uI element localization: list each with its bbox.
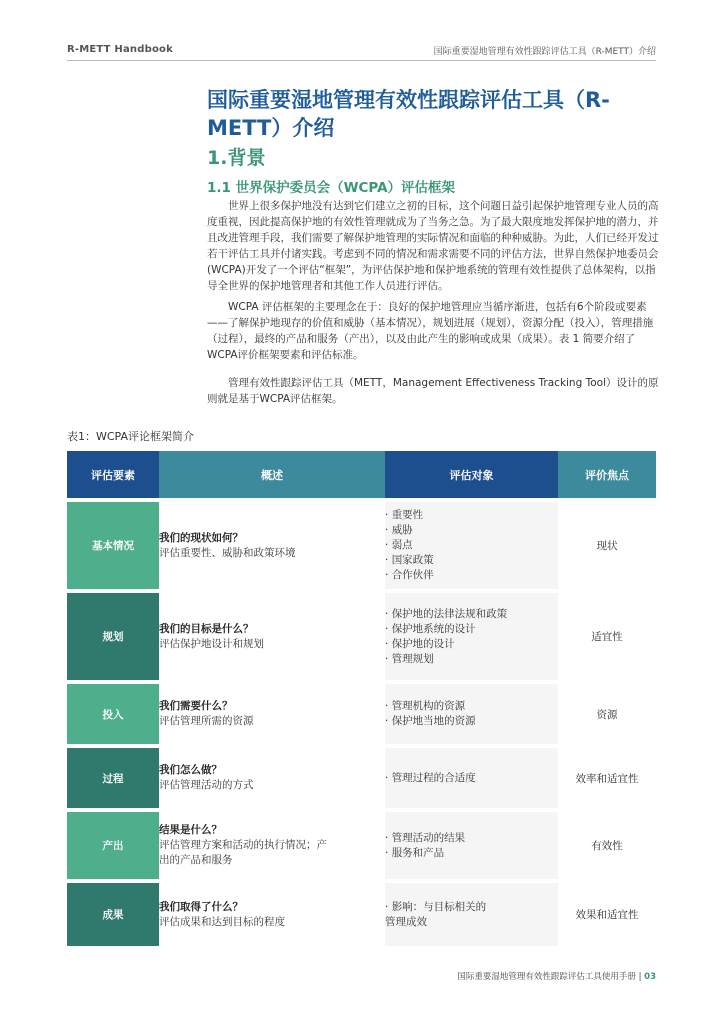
target-item: · 管理活动的结果: [385, 831, 466, 844]
header-overview: 概述: [159, 451, 385, 498]
targets-cell: [385, 684, 558, 744]
page-footer: [457, 970, 656, 982]
focus-cell: 资源: [558, 684, 656, 744]
targets-cell: [385, 593, 558, 680]
overview-cell: [159, 593, 385, 680]
overview-cell: [159, 883, 385, 946]
target-item: · 弱点: [385, 539, 413, 551]
header-element: 评估要素: [67, 451, 159, 498]
target-item: · 威胁: [385, 524, 413, 536]
section-heading: 1.背景: [207, 147, 266, 169]
table-row: [67, 883, 656, 946]
focus-cell: 效果和适宜性: [558, 883, 656, 946]
target-item: · 影响：与目标相关的管理成效: [385, 900, 487, 928]
guiding-question: 我们怎么做？: [159, 764, 222, 776]
target-item: · 合作伙伴: [385, 569, 434, 581]
target-item: · 国家政策: [385, 554, 434, 566]
paragraph-3: 管理有效性跟踪评估工具（METT，Management Effectiveness Tracking Tool）设计的原则就是基于WCPA评估框架。: [207, 377, 659, 405]
focus-cell: 现状: [558, 502, 656, 589]
overview-detail: 评估管理活动的方式: [159, 779, 254, 791]
table-row: [67, 748, 656, 808]
header-focus: 评价焦点: [558, 451, 656, 498]
target-item: · 保护地的法律法规和政策: [385, 607, 508, 620]
table-row: [67, 502, 656, 589]
target-item: · 保护地系统的设计: [385, 622, 476, 635]
overview-detail: 评估管理所需的资源: [159, 715, 254, 727]
overview-detail: 评估成果和达到目标的程度: [159, 915, 285, 928]
guiding-question: 结果是什么？: [159, 824, 222, 836]
guiding-question: 我们取得了什么？: [159, 900, 243, 913]
header-targets: 评估对象: [385, 451, 558, 498]
running-header-title: 国际重要湿地管理有效性跟踪评估工具（R-METT）介绍: [433, 47, 656, 57]
handbook-label: R-METT Handbook: [67, 44, 173, 55]
table-body: [67, 502, 656, 946]
element-cell: 基本情况: [67, 502, 159, 589]
wcpa-framework-table: [67, 447, 656, 950]
element-cell: 规划: [67, 593, 159, 680]
table-row: [67, 593, 656, 680]
targets-cell: [385, 812, 558, 879]
target-item: · 管理过程的合适度: [385, 771, 476, 784]
table-row: [67, 812, 656, 879]
paragraph-2: WCPA 评估框架的主要理念在于：良好的保护地管理应当循序渐进，包括有6个阶段或要素——了解保护地现存的价值和威胁（基本情况），规划进展（规划），资源分配（投入），管理措施（过程），最终的产品和服务（产出），以及由此产生的影响或成果（成果）。表 1 简要介绍了WCPA评价框架要素和评估标准。: [207, 301, 654, 361]
header-divider: [67, 60, 656, 61]
guiding-question: 我们需要什么？: [159, 700, 233, 712]
subsection-heading: 1.1 世界保护委员会（WCPA）评估框架: [207, 180, 456, 196]
paragraph-1: 世界上很多保护地没有达到它们建立之初的目标，这个问题日益引起保护地管理专业人员的高度重视，因此提高保护地的有效性管理就成为了当务之急。为了最大限度地发挥保护地的潜力，并且改进管理手段，我们需要了解保护地管理的实际情况和面临的种种威胁。为此，人们已经开发过若干评估工具并付诸实践。考虑到不同的情况和需求需要不同的评估方法，世界自然保护地委员会(WCPA)开发了一个评估“框架”，为评估保护地和保护地系统的管理有效性提供了总体架构，以指导全世界的保护地管理者和其他工作人员进行评估。: [207, 200, 659, 292]
table-caption: 表1：WCPA评论框架简介: [67, 430, 195, 443]
targets-cell: [385, 748, 558, 808]
target-item: · 管理机构的资源: [385, 700, 466, 712]
element-cell: 成果: [67, 883, 159, 946]
table-header-row: [67, 451, 656, 498]
overview-detail: 评估保护地设计和规划: [159, 637, 264, 650]
targets-cell: [385, 883, 558, 946]
guiding-question: 我们的目标是什么？: [159, 622, 254, 635]
page-title: 国际重要湿地管理有效性跟踪评估工具（R-METT）介绍: [207, 88, 610, 140]
target-item: · 重要性: [385, 509, 424, 521]
focus-cell: 效率和适宜性: [558, 748, 656, 808]
overview-cell: [159, 684, 385, 744]
element-cell: 产出: [67, 812, 159, 879]
overview-cell: [159, 502, 385, 589]
element-cell: 投入: [67, 684, 159, 744]
focus-cell: 适宜性: [558, 593, 656, 680]
footer-separator: |: [638, 972, 642, 982]
target-item: · 管理规划: [385, 652, 434, 665]
overview-detail: 评估管理方案和活动的执行情况；产出的产品和服务: [159, 839, 327, 866]
target-item: · 保护地的设计: [385, 637, 455, 650]
focus-cell: 有效性: [558, 812, 656, 879]
footer-title: 国际重要湿地管理有效性跟踪评估工具使用手册: [457, 972, 636, 982]
overview-cell: [159, 748, 385, 808]
overview-cell: [159, 812, 385, 879]
target-item: · 服务和产品: [385, 846, 445, 859]
page-number: 03: [644, 972, 656, 982]
guiding-question: 我们的现状如何？: [159, 531, 243, 544]
overview-detail: 评估重要性、威胁和政策环境: [159, 546, 296, 559]
table-row: [67, 684, 656, 744]
element-cell: 过程: [67, 748, 159, 808]
target-item: · 保护地当地的资源: [385, 715, 476, 727]
targets-cell: [385, 502, 558, 589]
